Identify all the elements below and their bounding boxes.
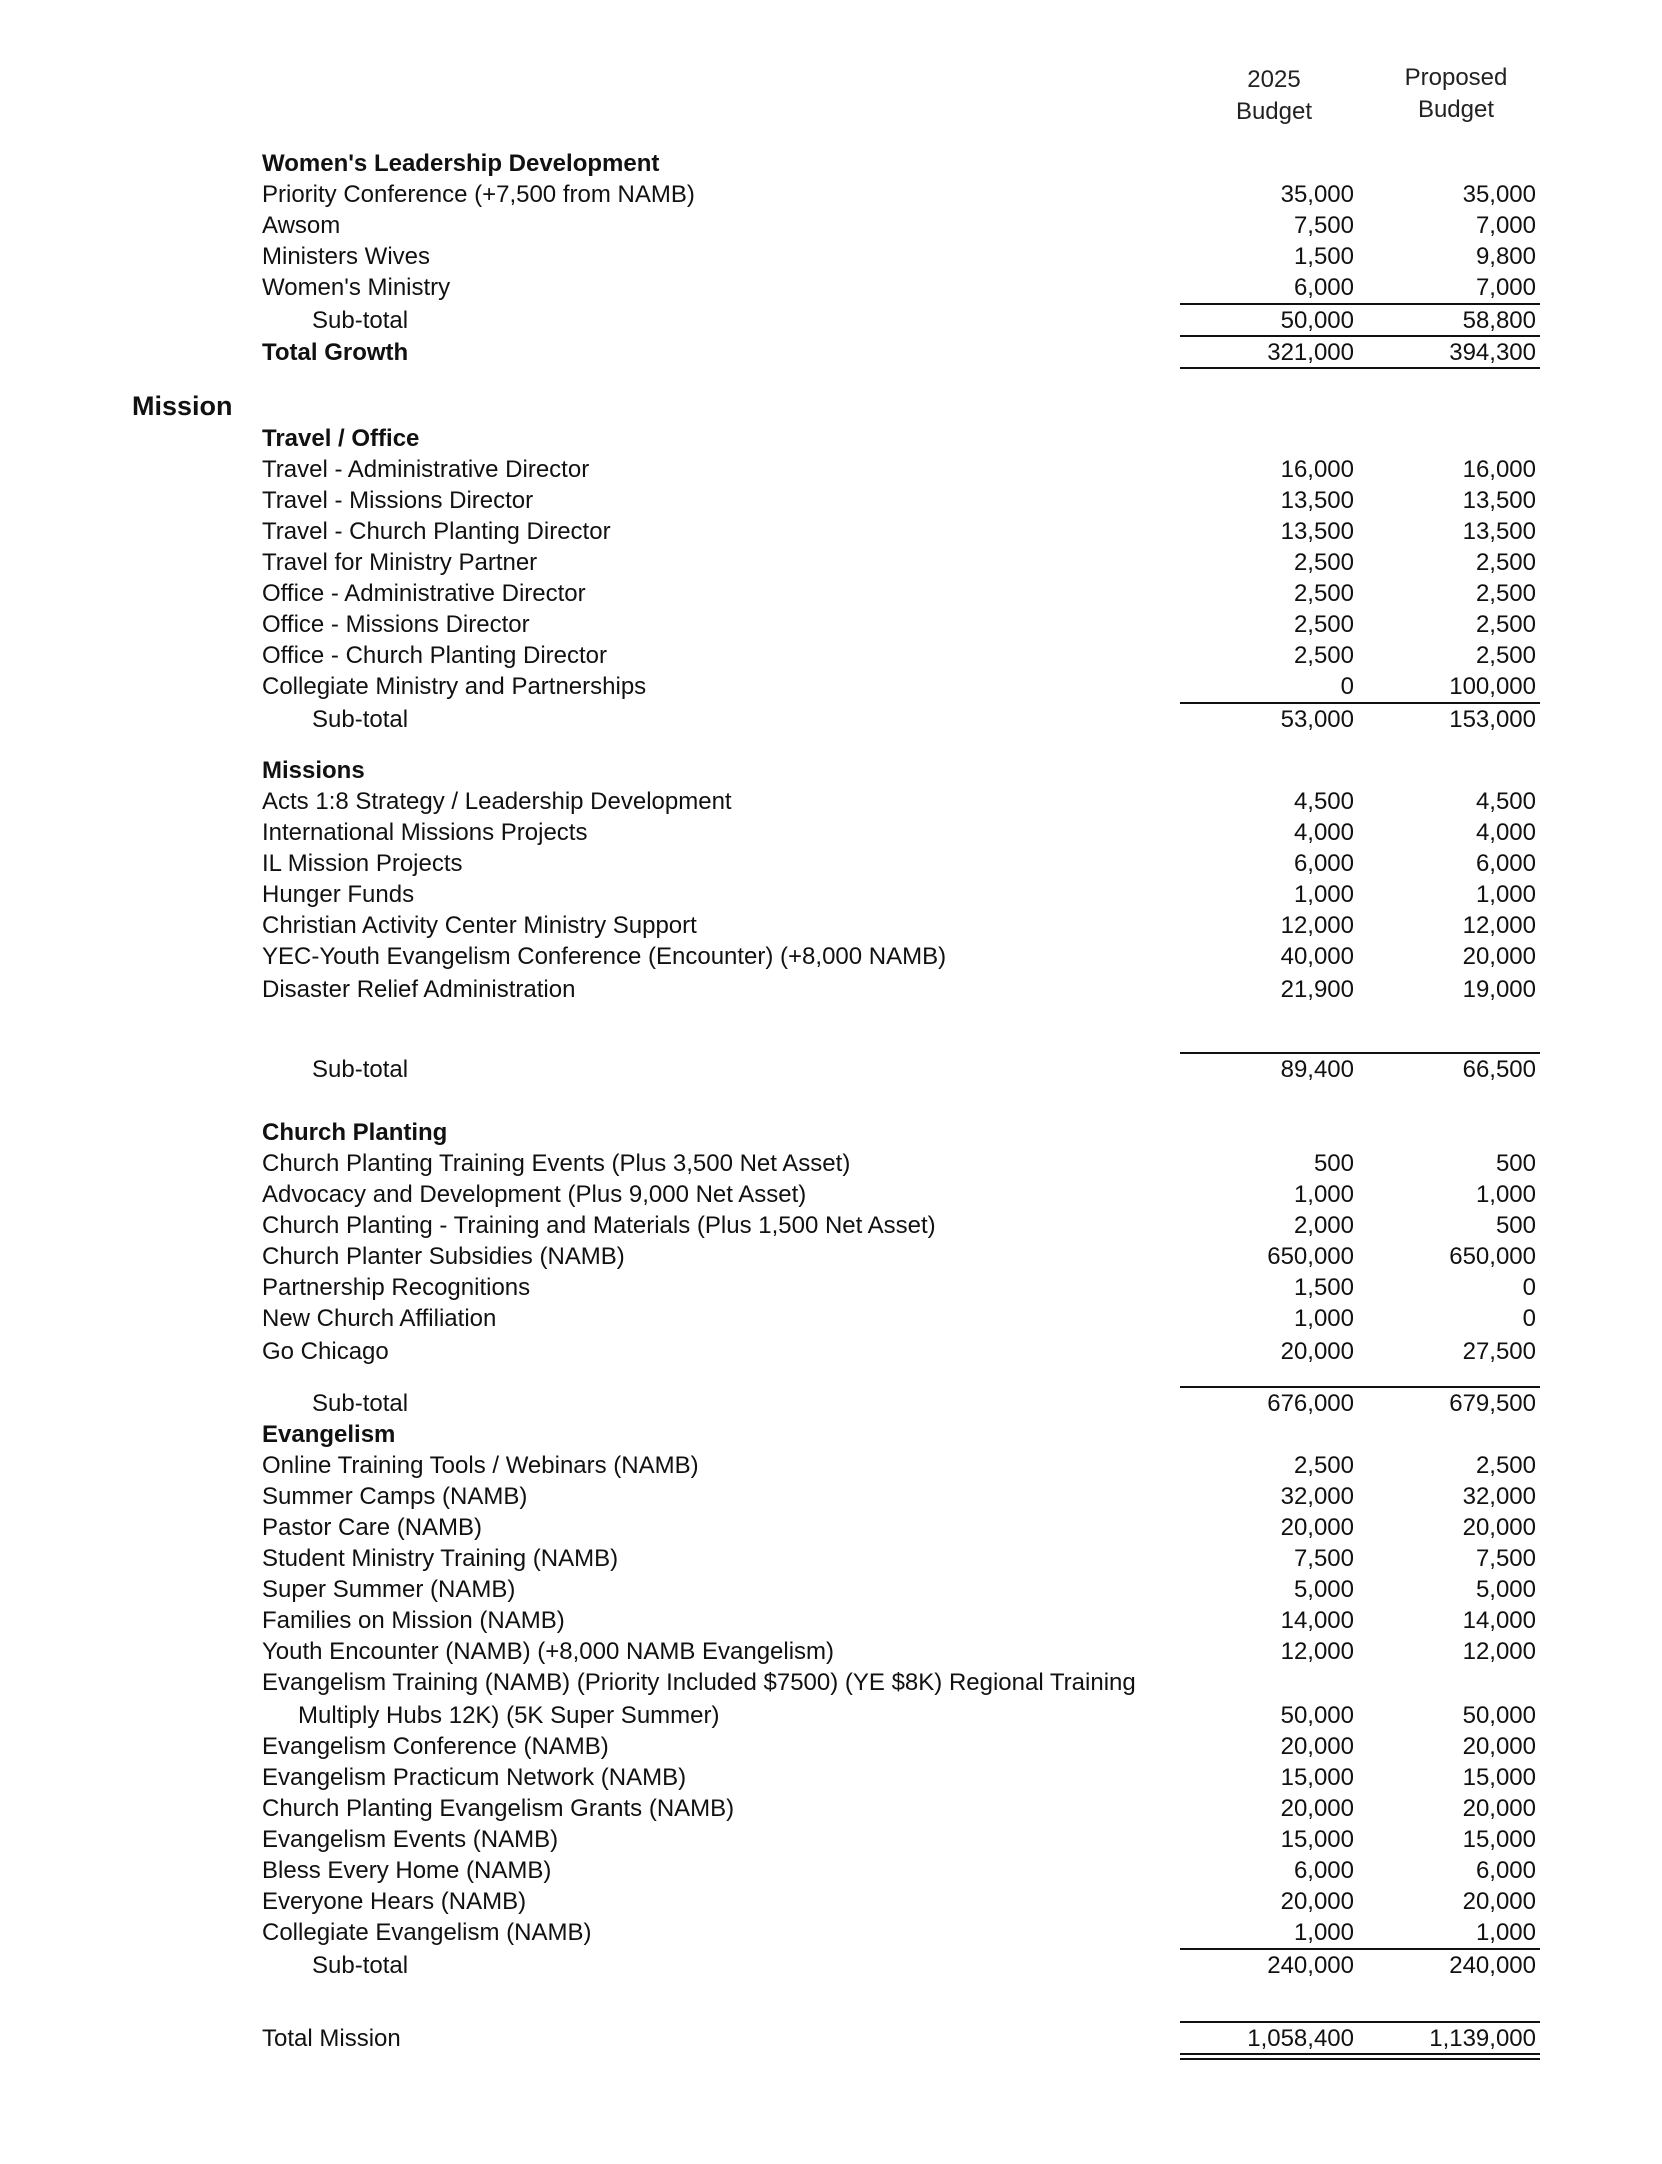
subtotal-rule xyxy=(1366,1386,1540,1388)
value-proposed-budget: 2,500 xyxy=(1475,1452,1536,1479)
subtotal-row xyxy=(0,1950,1662,1981)
group-row xyxy=(0,423,1662,454)
row-label: Women's Leadership Development xyxy=(262,150,660,177)
budget-line-item xyxy=(0,1886,1662,1917)
row-label: Travel for Ministry Partner xyxy=(262,549,538,576)
total-double-rule xyxy=(1366,2058,1540,2060)
value-proposed-budget: 650,000 xyxy=(1449,1243,1536,1270)
group-row xyxy=(0,148,1662,179)
value-proposed-budget: 50,000 xyxy=(1462,1702,1536,1729)
budget-line-item xyxy=(0,640,1662,671)
group-row xyxy=(0,755,1662,786)
value-2025-budget: 21,900 xyxy=(1280,976,1354,1003)
value-proposed-budget: 35,000 xyxy=(1462,181,1536,208)
value-proposed-budget: 4,000 xyxy=(1475,819,1536,846)
subtotal-row xyxy=(0,1054,1662,1085)
row-label: Office - Missions Director xyxy=(262,611,530,638)
value-2025-budget: 20,000 xyxy=(1280,1733,1354,1760)
total-rule xyxy=(1180,367,1366,369)
row-label: Church Planting Evangelism Grants (NAMB) xyxy=(262,1795,735,1822)
value-2025-budget: 7,500 xyxy=(1293,1545,1354,1572)
value-2025-budget: 12,000 xyxy=(1280,1638,1354,1665)
row-label: Women's Ministry xyxy=(262,274,451,301)
value-2025-budget: 6,000 xyxy=(1293,850,1354,877)
value-2025-budget: 89,400 xyxy=(1280,1056,1354,1083)
row-label: Student Ministry Training (NAMB) xyxy=(262,1545,619,1572)
value-proposed-budget: 12,000 xyxy=(1462,1638,1536,1665)
row-label: Church Planting - Training and Materials (Plus 1,500 Net Asset) xyxy=(262,1212,936,1239)
value-proposed-budget: 1,139,000 xyxy=(1429,2025,1536,2052)
value-proposed-budget: 6,000 xyxy=(1475,1857,1536,1884)
row-label: Go Chicago xyxy=(262,1338,389,1365)
subtotal-rule xyxy=(1180,303,1366,305)
group-row xyxy=(0,1419,1662,1450)
budget-line-item xyxy=(0,1303,1662,1334)
row-label: Advocacy and Development (Plus 9,000 Net Asset) xyxy=(262,1181,807,1208)
value-2025-budget: 1,000 xyxy=(1293,1305,1354,1332)
value-proposed-budget: 500 xyxy=(1495,1212,1536,1239)
row-label: Travel - Missions Director xyxy=(262,487,534,514)
budget-line-item xyxy=(0,1543,1662,1574)
value-2025-budget: 2,500 xyxy=(1293,580,1354,607)
row-label: Acts 1:8 Strategy / Leadership Development xyxy=(262,788,732,815)
row-label: Sub-total xyxy=(312,706,409,733)
row-label: IL Mission Projects xyxy=(262,850,463,877)
row-label: Bless Every Home (NAMB) xyxy=(262,1857,552,1884)
value-2025-budget: 1,058,400 xyxy=(1247,2025,1354,2052)
value-proposed-budget: 16,000 xyxy=(1462,456,1536,483)
value-2025-budget: 2,500 xyxy=(1293,642,1354,669)
value-2025-budget: 5,000 xyxy=(1293,1576,1354,1603)
budget-line-item xyxy=(0,848,1662,879)
row-label: Partnership Recognitions xyxy=(262,1274,531,1301)
row-label: International Missions Projects xyxy=(262,819,588,846)
row-label: Total Mission xyxy=(262,2025,401,2052)
row-label: Church Planting Training Events (Plus 3,500 Net Asset) xyxy=(262,1150,851,1177)
value-2025-budget: 13,500 xyxy=(1280,487,1354,514)
row-label: Sub-total xyxy=(312,307,409,334)
budget-line-item xyxy=(0,179,1662,210)
value-2025-budget: 16,000 xyxy=(1280,456,1354,483)
budget-line-item xyxy=(0,910,1662,941)
budget-line-item xyxy=(0,454,1662,485)
value-2025-budget: 15,000 xyxy=(1280,1826,1354,1853)
value-proposed-budget: 1,000 xyxy=(1475,881,1536,908)
value-2025-budget: 20,000 xyxy=(1280,1795,1354,1822)
value-2025-budget: 13,500 xyxy=(1280,518,1354,545)
value-proposed-budget: 20,000 xyxy=(1462,1888,1536,1915)
value-2025-budget: 1,000 xyxy=(1293,881,1354,908)
value-2025-budget: 32,000 xyxy=(1280,1483,1354,1510)
value-2025-budget: 20,000 xyxy=(1280,1514,1354,1541)
row-label: Everyone Hears (NAMB) xyxy=(262,1888,527,1915)
total-rule xyxy=(1366,2053,1540,2055)
value-proposed-budget: 20,000 xyxy=(1462,1514,1536,1541)
value-proposed-budget: 32,000 xyxy=(1462,1483,1536,1510)
row-label: New Church Affiliation xyxy=(262,1305,497,1332)
budget-line-item xyxy=(0,516,1662,547)
budget-line-item xyxy=(0,485,1662,516)
budget-line-item xyxy=(0,879,1662,910)
budget-line-item xyxy=(0,817,1662,848)
row-label: Sub-total xyxy=(312,1952,409,1979)
value-proposed-budget: 13,500 xyxy=(1462,518,1536,545)
row-label: Travel - Church Planting Director xyxy=(262,518,611,545)
row-label: Evangelism Practicum Network (NAMB) xyxy=(262,1764,687,1791)
budget-line-item xyxy=(0,547,1662,578)
row-label: Evangelism Events (NAMB) xyxy=(262,1826,559,1853)
row-label: Online Training Tools / Webinars (NAMB) xyxy=(262,1452,699,1479)
value-proposed-budget: 2,500 xyxy=(1475,580,1536,607)
value-2025-budget: 500 xyxy=(1313,1150,1354,1177)
value-proposed-budget: 4,500 xyxy=(1475,788,1536,815)
subtotal-rule xyxy=(1180,1386,1366,1388)
column-header-proposed-budget xyxy=(1371,62,1541,126)
value-proposed-budget: 2,500 xyxy=(1475,549,1536,576)
value-proposed-budget: 27,500 xyxy=(1462,1338,1536,1365)
value-proposed-budget: 58,800 xyxy=(1462,307,1536,334)
budget-line-item xyxy=(0,671,1662,702)
value-proposed-budget: 20,000 xyxy=(1462,1795,1536,1822)
header-line: Budget xyxy=(1417,96,1495,123)
value-2025-budget: 2,500 xyxy=(1293,549,1354,576)
value-proposed-budget: 240,000 xyxy=(1449,1952,1536,1979)
row-label: Evangelism Training (NAMB) (Priority Included $7500) (YE $8K) Regional Training xyxy=(262,1669,1136,1696)
value-proposed-budget: 679,500 xyxy=(1449,1390,1536,1417)
budget-line-item xyxy=(0,1241,1662,1272)
row-label: Total Growth xyxy=(262,339,409,366)
value-2025-budget: 20,000 xyxy=(1280,1338,1354,1365)
subtotal-rule xyxy=(1180,702,1366,704)
total-rule xyxy=(1366,367,1540,369)
header-line: Budget xyxy=(1235,98,1313,125)
row-label: Sub-total xyxy=(312,1390,409,1417)
row-label: Mission xyxy=(132,391,233,421)
row-label: Sub-total xyxy=(312,1056,409,1083)
value-proposed-budget: 1,000 xyxy=(1475,1181,1536,1208)
value-2025-budget: 6,000 xyxy=(1293,274,1354,301)
value-2025-budget: 240,000 xyxy=(1267,1952,1354,1979)
value-proposed-budget: 7,500 xyxy=(1475,1545,1536,1572)
subtotal-rule xyxy=(1366,335,1540,337)
value-2025-budget: 4,000 xyxy=(1293,819,1354,846)
row-label: Travel - Administrative Director xyxy=(262,456,590,483)
value-proposed-budget: 0 xyxy=(1522,1274,1536,1301)
value-proposed-budget: 2,500 xyxy=(1475,611,1536,638)
subtotal-rule xyxy=(1366,2021,1540,2023)
value-2025-budget: 20,000 xyxy=(1280,1888,1354,1915)
value-proposed-budget: 12,000 xyxy=(1462,912,1536,939)
value-2025-budget: 7,500 xyxy=(1293,212,1354,239)
value-proposed-budget: 19,000 xyxy=(1462,976,1536,1003)
row-label: Awsom xyxy=(262,212,341,239)
value-proposed-budget: 13,500 xyxy=(1462,487,1536,514)
budget-line-item xyxy=(0,1700,1662,1731)
value-proposed-budget: 394,300 xyxy=(1449,339,1536,366)
row-label: Evangelism Conference (NAMB) xyxy=(262,1733,609,1760)
subtotal-rule xyxy=(1180,2021,1366,2023)
value-2025-budget: 40,000 xyxy=(1280,943,1354,970)
budget-line-item xyxy=(0,974,1662,1005)
row-label: Families on Mission (NAMB) xyxy=(262,1607,565,1634)
value-2025-budget: 2,500 xyxy=(1293,1452,1354,1479)
total-rule xyxy=(1180,2053,1366,2055)
value-proposed-budget: 5,000 xyxy=(1475,1576,1536,1603)
row-label: Super Summer (NAMB) xyxy=(262,1576,516,1603)
value-2025-budget: 321,000 xyxy=(1267,339,1354,366)
row-label: Missions xyxy=(262,757,365,784)
value-proposed-budget: 7,000 xyxy=(1475,212,1536,239)
budget-line-item xyxy=(0,1574,1662,1605)
budget-line-item xyxy=(0,1336,1662,1367)
value-2025-budget: 12,000 xyxy=(1280,912,1354,939)
budget-line-item xyxy=(0,1824,1662,1855)
value-2025-budget: 53,000 xyxy=(1280,706,1354,733)
budget-line-item xyxy=(0,210,1662,241)
value-proposed-budget: 100,000 xyxy=(1449,673,1536,700)
value-proposed-budget: 0 xyxy=(1522,1305,1536,1332)
value-proposed-budget: 15,000 xyxy=(1462,1764,1536,1791)
row-label: Christian Activity Center Ministry Support xyxy=(262,912,697,939)
total-double-rule xyxy=(1180,2058,1366,2060)
header-line: 2025 xyxy=(1247,66,1301,93)
row-label: Collegiate Ministry and Partnerships xyxy=(262,673,647,700)
budget-line-item xyxy=(0,1855,1662,1886)
budget-line-item xyxy=(0,609,1662,640)
value-2025-budget: 1,000 xyxy=(1293,1919,1354,1946)
budget-line-item xyxy=(0,1512,1662,1543)
budget-line-item xyxy=(0,941,1662,972)
value-proposed-budget: 6,000 xyxy=(1475,850,1536,877)
subtotal-rule xyxy=(1366,303,1540,305)
budget-line-item xyxy=(0,1605,1662,1636)
value-proposed-budget: 7,000 xyxy=(1475,274,1536,301)
value-2025-budget: 6,000 xyxy=(1293,1857,1354,1884)
row-label: Office - Administrative Director xyxy=(262,580,586,607)
row-label: Ministers Wives xyxy=(262,243,431,270)
value-2025-budget: 2,500 xyxy=(1293,611,1354,638)
value-2025-budget: 2,000 xyxy=(1293,1212,1354,1239)
budget-line-item xyxy=(0,1667,1662,1698)
budget-line-item xyxy=(0,1636,1662,1667)
value-proposed-budget: 66,500 xyxy=(1462,1056,1536,1083)
value-2025-budget: 15,000 xyxy=(1280,1764,1354,1791)
value-2025-budget: 4,500 xyxy=(1293,788,1354,815)
value-proposed-budget: 1,000 xyxy=(1475,1919,1536,1946)
value-2025-budget: 0 xyxy=(1340,673,1354,700)
value-proposed-budget: 500 xyxy=(1495,1150,1536,1177)
budget-line-item xyxy=(0,578,1662,609)
value-2025-budget: 14,000 xyxy=(1280,1607,1354,1634)
row-label: Youth Encounter (NAMB) (+8,000 NAMB Evangelism) xyxy=(262,1638,835,1665)
value-proposed-budget: 2,500 xyxy=(1475,642,1536,669)
budget-line-item xyxy=(0,1793,1662,1824)
budget-line-item xyxy=(0,1731,1662,1762)
total-row xyxy=(0,337,1662,368)
row-label: Collegiate Evangelism (NAMB) xyxy=(262,1919,592,1946)
value-2025-budget: 50,000 xyxy=(1280,307,1354,334)
row-label: Summer Camps (NAMB) xyxy=(262,1483,528,1510)
subtotal-rule xyxy=(1180,1052,1366,1054)
value-proposed-budget: 9,800 xyxy=(1475,243,1536,270)
subtotal-row xyxy=(0,1388,1662,1419)
value-2025-budget: 1,000 xyxy=(1293,1181,1354,1208)
budget-line-item xyxy=(0,241,1662,272)
subtotal-rule xyxy=(1366,1052,1540,1054)
value-2025-budget: 1,500 xyxy=(1293,1274,1354,1301)
value-2025-budget: 676,000 xyxy=(1267,1390,1354,1417)
value-proposed-budget: 14,000 xyxy=(1462,1607,1536,1634)
subtotal-row xyxy=(0,305,1662,336)
subtotal-rule xyxy=(1366,1948,1540,1950)
section-row xyxy=(0,391,1662,422)
value-2025-budget: 1,500 xyxy=(1293,243,1354,270)
budget-line-item xyxy=(0,1481,1662,1512)
value-2025-budget: 650,000 xyxy=(1267,1243,1354,1270)
value-2025-budget: 50,000 xyxy=(1280,1702,1354,1729)
row-label: Evangelism xyxy=(262,1421,396,1448)
row-label: Church Planter Subsidies (NAMB) xyxy=(262,1243,625,1270)
row-label: Pastor Care (NAMB) xyxy=(262,1514,483,1541)
row-label: Office - Church Planting Director xyxy=(262,642,608,669)
row-label: Multiply Hubs 12K) (5K Super Summer) xyxy=(298,1702,720,1729)
subtotal-row xyxy=(0,704,1662,735)
subtotal-rule xyxy=(1180,335,1366,337)
grand-row xyxy=(0,2023,1662,2054)
budget-line-item xyxy=(0,1917,1662,1948)
budget-line-item xyxy=(0,1179,1662,1210)
subtotal-rule xyxy=(1366,702,1540,704)
budget-line-item xyxy=(0,1272,1662,1303)
budget-line-item xyxy=(0,1210,1662,1241)
budget-line-item xyxy=(0,786,1662,817)
value-proposed-budget: 20,000 xyxy=(1462,943,1536,970)
group-row xyxy=(0,1117,1662,1148)
column-header-2025-budget xyxy=(1189,64,1359,128)
value-proposed-budget: 153,000 xyxy=(1449,706,1536,733)
row-label: Priority Conference (+7,500 from NAMB) xyxy=(262,181,695,208)
value-proposed-budget: 15,000 xyxy=(1462,1826,1536,1853)
budget-line-item xyxy=(0,1148,1662,1179)
row-label: Disaster Relief Administration xyxy=(262,976,576,1003)
row-label: Church Planting xyxy=(262,1119,448,1146)
row-label: Hunger Funds xyxy=(262,881,415,908)
budget-line-item xyxy=(0,1762,1662,1793)
subtotal-rule xyxy=(1180,1948,1366,1950)
value-proposed-budget: 20,000 xyxy=(1462,1733,1536,1760)
budget-line-item xyxy=(0,1450,1662,1481)
value-2025-budget: 35,000 xyxy=(1280,181,1354,208)
row-label: Travel / Office xyxy=(262,425,420,452)
header-line: Proposed xyxy=(1404,64,1508,91)
row-label: YEC-Youth Evangelism Conference (Encounter) (+8,000 NAMB) xyxy=(262,943,947,970)
budget-line-item xyxy=(0,272,1662,303)
